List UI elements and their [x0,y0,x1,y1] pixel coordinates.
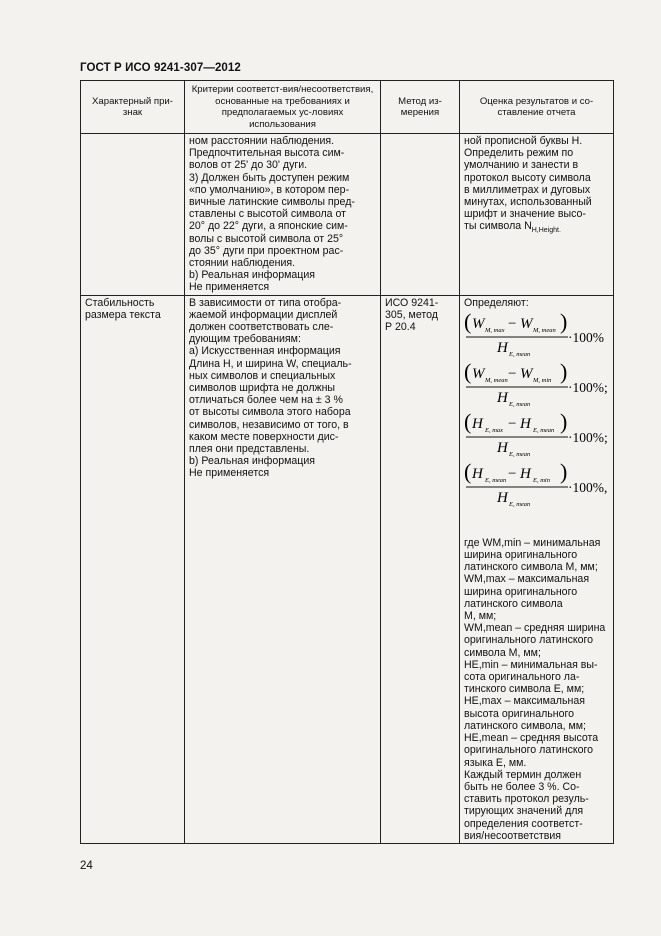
evaluation-intro: Определяют: [464,296,529,309]
text-line: символов, независимо от того, в [189,418,349,431]
text-line: HE,mean – средняя высота [464,732,599,745]
formula [464,411,609,457]
row2-criteria-cell [185,295,381,843]
minus-sign: − [508,415,517,432]
document-header: ГОСТ Р ИСО 9241-307—2012 [80,62,241,74]
paren-open: ( [464,310,472,334]
text-line: Определить режим по [464,147,574,160]
formula-graphic [464,461,610,507]
page-number: 24 [80,860,93,872]
text-line: быть не более 3 %. Со- [464,780,580,793]
formula-graphic [464,411,610,457]
formula [464,461,609,507]
numerator-b: W [520,315,533,332]
text-line: дующим требованиям: [189,333,301,346]
text-line: HE,max – максимальная [464,695,585,708]
numerator-a: H [472,465,483,482]
row1-criteria-cell [185,134,381,296]
text-line: тинского символа E, мм; [464,683,585,696]
text-line: высота оригинального [464,707,575,720]
text-line: шрифт и значение высо- [464,208,586,221]
text-line: В зависимости от типа отобра- [189,296,342,309]
column-header-evaluation: Оценка результатов и со-ставление отчета [460,81,614,134]
formula-list [464,311,609,507]
text-line: 3) Должен быть доступен режим [189,171,350,184]
formula [464,361,609,407]
table-row [81,295,614,843]
denominator-subscript: E, mean [509,400,531,407]
text-line: латинского символа M, мм; [464,561,598,574]
row1-evaluation-cell [460,134,614,296]
row2-method-text [385,297,455,334]
table-header-row [81,81,614,134]
row2-criteria-text [189,297,376,480]
text-line: оригинального латинского [464,744,594,757]
text-line: умолчанию и занести в [464,159,579,172]
text-line: ставить протокол резуль- [464,793,589,806]
text-line: Не применяется [189,467,270,480]
text-line: ных символов и специальных [189,369,336,382]
height-subscript: H,Height. [531,227,561,235]
text-line: волов от 25' до 30' дуги. [189,159,308,172]
numerator-b-subscript: M, min [533,376,552,384]
text-line: оригинального латинского [464,634,594,647]
text-line: ставлены с высотой символа от [189,208,347,221]
column-header-characteristic: Характерный при-знак [81,81,185,134]
paren-open: ( [464,410,472,434]
text-line: ты символа $N_{H,Height.}$ [464,220,561,235]
formula-graphic [464,311,610,357]
text-line: ширина оригинального [464,549,578,562]
text-line: 20° до 22° дуги, а японские сим- [189,220,348,233]
column-header-criteria: Критерии соответст-вия/несоответствия, основанные на требованиях и предполагаемых ус-ловиях использования [185,81,381,134]
text-line: вичные латинские символы пред- [189,196,355,209]
paren-close: ) [560,410,568,434]
column-header-method: Метод из-мерения [381,81,460,134]
numerator-b: W [520,365,533,382]
numerator-a: W [472,365,485,382]
minus-sign: − [508,365,517,382]
text-line: латинского символа, мм; [464,719,587,732]
text-line: ной прописной буквы H. [464,135,583,147]
text-line: вия/несоответствия [464,829,561,842]
text-line: WM,max – максимальная [464,573,590,586]
text-line: Предпочтительная высота сим- [189,147,345,160]
text-line: волы с высотой символа от 25° [189,232,344,245]
formula-suffix: ·100%; [568,429,608,445]
text-line: ИСО 9241- [385,296,439,309]
text-line: должен соответствовать сле- [189,321,334,334]
paren-open: ( [464,360,472,384]
numerator-a: W [472,315,485,332]
row2-method-cell [381,295,460,843]
text-line: ширина оригинального [464,585,578,598]
denominator: H [497,489,508,506]
paren-close: ) [560,360,568,384]
text-line: WM,mean – средняя ширина [464,622,606,635]
formula-suffix: ·100%; [568,379,608,395]
text-line: ном расстоянии наблюдения. [189,135,335,147]
text-line: языка E, мм. [464,756,527,769]
text-line: HE,min – минимальная вы- [464,658,598,671]
numerator-a-subscript: E, max [485,426,504,434]
text-line: символов шрифта не должны [189,382,336,395]
denominator-subscript: E, mean [509,450,531,457]
text-line: Длина H, и ширина W, специаль- [189,357,352,370]
row2-evaluation-cell [460,295,614,843]
denominator: H [497,339,508,356]
row1-method-cell [381,134,460,296]
text-line: стоянии наблюдения. [189,257,296,270]
text-line: минутах, использованный [464,196,592,209]
row2-characteristic-cell: Стабильность размера текста [81,295,185,843]
denominator: H [497,439,508,456]
table-row [81,134,614,296]
text-line: от высоты символа этого набора [189,406,351,419]
row1-characteristic-cell [81,134,185,296]
text-line: символа M, мм; [464,646,541,659]
text-line: сота оригинального ла- [464,671,580,684]
row1-criteria-text [189,135,376,294]
text-line: «по умолчанию», в котором пер- [189,183,350,196]
text-line: b) Реальная информация [189,269,316,282]
denominator: H [497,389,508,406]
paren-close: ) [560,460,568,484]
numerator-a-subscript: E, mean [485,476,507,484]
paren-close: ) [560,310,568,334]
numerator-a-subscript: M, mean [485,376,508,384]
text-line: b) Реальная информация [189,455,316,468]
text-line: 305, метод [385,308,438,321]
row1-evaluation-text [464,135,609,233]
text-line: Р 20.4 [385,321,416,334]
paren-open: ( [464,460,472,484]
formula-graphic [464,361,610,407]
text-line: где WM,min – минимальная [464,536,601,549]
text-line: в миллиметрах и дуговых [464,183,591,196]
numerator-b: H [520,415,531,432]
numerator-b-subscript: E, min [533,476,550,484]
text-line: M, мм; [464,610,497,623]
numerator-b: H [520,465,531,482]
text-line: определения соответст- [464,817,583,830]
numerator-b-subscript: M, mean [533,326,556,334]
formula-suffix: ·100% [568,329,604,345]
text-line: Каждый термин должен [464,768,582,781]
denominator-subscript: E, mean [509,500,531,507]
text-line: латинского символа [464,597,563,610]
minus-sign: − [508,465,517,482]
minus-sign: − [508,315,517,332]
text-line: плея они представлены. [189,443,310,456]
requirements-table [80,80,614,844]
text-line: a) Искусственная информация [189,345,341,358]
text-line: жаемой информации дисплей [189,308,338,321]
definitions-text [464,537,609,842]
text-line: Не применяется [189,281,270,294]
numerator-a: H [472,415,483,432]
formula [464,311,609,357]
denominator-subscript: E, mean [509,350,531,357]
formula-suffix: ·100%, [568,479,608,495]
numerator-b-subscript: E, mean [533,426,555,434]
text-line: отличаться более чем на ± 3 % [189,394,343,407]
text-line: протокол высоту символа [464,171,591,184]
text-line: тирующих значений для [464,805,584,818]
text-line: до 35° дуги при проектном рас- [189,244,344,257]
numerator-a-subscript: M, max [485,326,505,334]
text-line: каком месте поверхности дис- [189,430,339,443]
